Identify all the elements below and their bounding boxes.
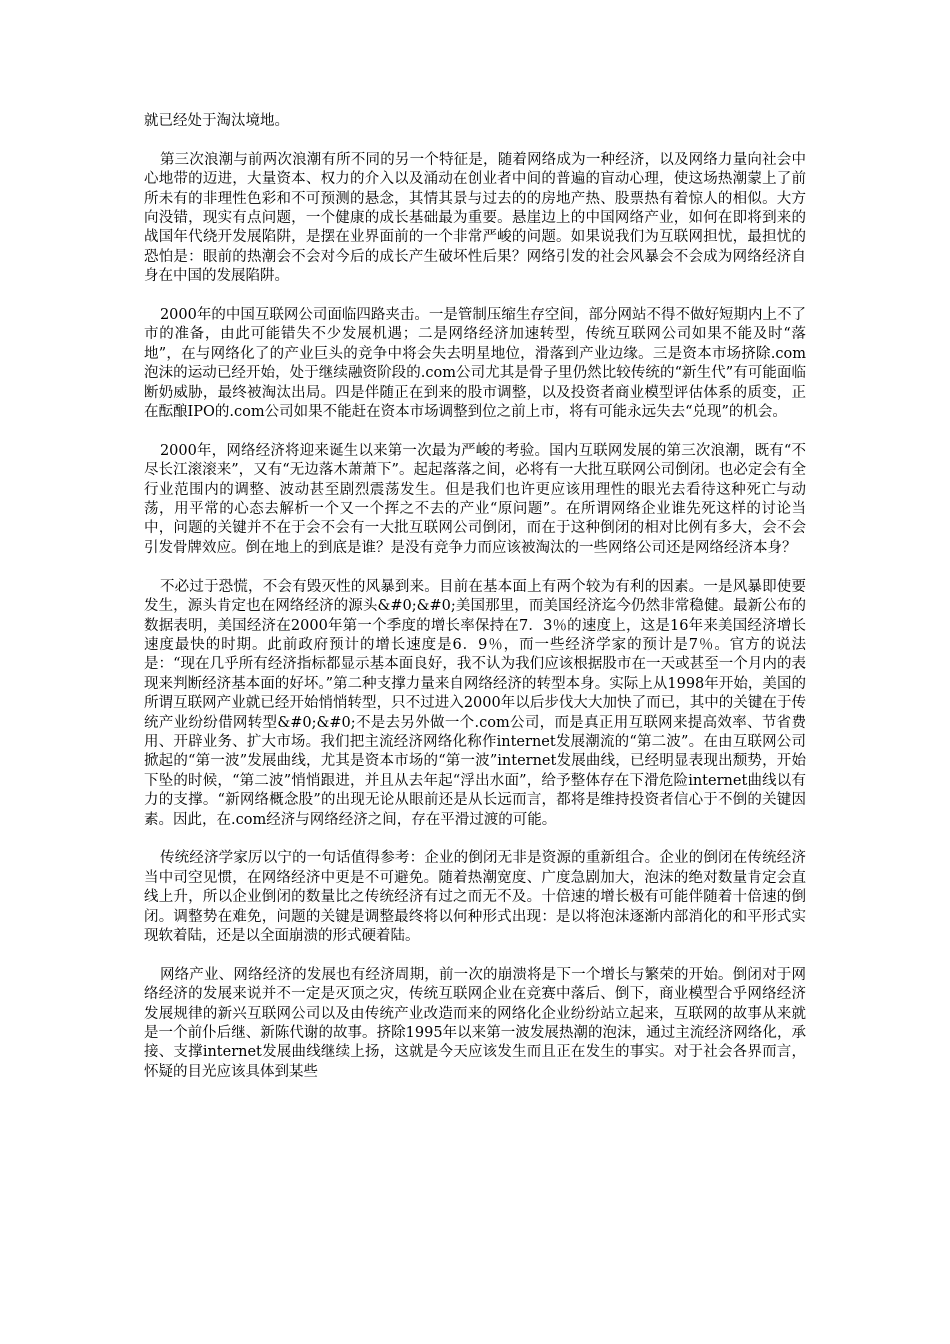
document-page [144, 112, 806, 1102]
paragraph-1: 就已经处于淘汰境地。 [144, 113, 289, 129]
paragraph-4: 2000年，网络经济将迎来诞生以来第一次最为严峻的考验。国内互联网发展的第三次浪潮，既有“不尽长江滚滚来”，又有“无边落木萧萧下”。起起落落之间，必将有一大批互联网公司倒闭。也必定会有全行业范围内的调整、波动甚至剧烈震荡发生。但是我们也许更应该用理性的眼光去看待这种死亡与动荡，用平常的心态去解析一个又一个挥之不去的产业“原问题”。在所谓网络企业谁先死这样的讨论当中，问题的关键并不在于会不会有一大批互联网公司倒闭，而在于这种倒闭的相对比例有多大，会不会引发骨牌效应。倒在地上的到底是谁？是没有竞争力而应该被淘汰的一些网络公司还是网络经济本身？ [144, 442, 806, 556]
paragraph-7: 网络产业、网络经济的发展也有经济周期，前一次的崩溃将是下一个增长与繁荣的开始。倒闭对于网络经济的发展来说并不一定是灭顶之灾，传统互联网企业在竞赛中落后、倒下，商业模型合乎网络经济发展规律的新兴互联网公司以及由传统产业改造而来的网络化企业纷纷站立起来，互联网的故事从来就是一个前仆后继、新陈代谢的故事。挤除1995年以来第一波发展热潮的泡沫，通过主流经济网络化，承接、支撑internet发展曲线继续上扬，这就是今天应该发生而且正在发生的事实。对于社会各界而言，怀疑的目光应该具体到某些 [144, 966, 806, 1080]
paragraph-2: 第三次浪潮与前两次浪潮有所不同的另一个特征是，随着网络成为一种经济，以及网络力量向社会中心地带的迈进，大量资本、权力的介入以及涌动在创业者中间的普遍的盲动心理，使这场热潮蒙上了前所未有的非理性色彩和不可预测的悬念，其情其景与过去的的房地产热、股票热有着惊人的相似。大方向没错，现实有点问题，一个健康的成长基础最为重要。悬崖边上的中国网络产业，如何在即将到来的战国年代绕开发展陷阱，是摆在业界面前的一个非常严峻的问题。如果说我们为互联网担忧，最担忧的恐怕是：眼前的热潮会不会对今后的成长产生破坏性后果？网络引发的社会风暴会不会成为网络经济自身在中国的发展陷阱。 [144, 151, 806, 285]
paragraph-6: 传统经济学家厉以宁的一句话值得参考：企业的倒闭无非是资源的重新组合。企业的倒闭在传统经济当中司空见惯，在网络经济中更是不可避免。随着热潮宽度、广度急剧加大，泡沫的绝对数量肯定会直线上升，所以企业倒闭的数量比之传统经济有过之而无不及。十倍速的增长极有可能伴随着十倍速的倒闭。调整势在难免，问题的关键是调整最终将以何种形式出现：是以将泡沫逐渐内部消化的和平形式实现软着陆，还是以全面崩溃的形式硬着陆。 [144, 850, 806, 944]
paragraph-3: 2000年的中国互联网公司面临四路夹击。一是管制压缩生存空间，部分网站不得不做好短期内上不了市的准备，由此可能错失不少发展机遇；二是网络经济加速转型，传统互联网公司如果不能及时“落地”，在与网络化了的产业巨头的竞争中将会失去明星地位，滑落到产业边缘。三是资本市场挤除.com泡沫的运动已经开始，处于继续融资阶段的.com公司尤其是骨子里仍然比较传统的“新生代”有可能面临断奶威胁，最终被淘汰出局。四是伴随正在到来的股市调整，以及投资者商业模型评估体系的质变，正在酝酿IPO的.com公司如果不能赶在资本市场调整到位之前上市，将有可能永远失去“兑现”的机会。 [144, 307, 806, 421]
paragraph-5: 不必过于恐慌，不会有毁灭性的风暴到来。目前在基本面上有两个较为有利的因素。一是风暴即使要发生，源头肯定也在网络经济的源头&#0;&#0;美国那里，而美国经济迄今仍然非常稳健。最新公布的数据表明，美国经济在2000年第一个季度的增长率保持在7．3％的速度上，这是16年来美国经济增长速度最快的时期。此前政府预计的增长速度是6．9％，而一些经济学家的预计是7％。官方的说法是：“现在几乎所有经济指标都显示基本面良好，我不认为我们应该根据股市在一天或甚至一个月内的表现来判断经济基本面的好坏。”第二种支撑力量来自网络经济的转型本身。实际上从1998年开始，美国的所谓互联网产业就已经开始悄悄转型，只不过进入2000年以后步伐大大加快了而已，其中的关键在于传统产业纷纷借网转型&#0;&#0;不是去另外做一个.com公司，而是真正用互联网来提高效率、节省费用、开辟业务、扩大市场。我们把主流经济网络化称作internet发展潮流的“第二波”。在由互联网公司掀起的“第一波”发展曲线，尤其是资本市场的“第一波”internet发展曲线，已经明显表现出颓势，开始下坠的时候，“第二波”悄悄跟进，并且从去年起“浮出水面”，给予整体存在下滑危险internet曲线以有力的支撑。“新网络概念股”的出现无论从眼前还是从长远而言，都将是维持投资者信心于不倒的关键因素。因此，在.com经济与网络经济之间，存在平滑过渡的可能。 [144, 578, 806, 828]
